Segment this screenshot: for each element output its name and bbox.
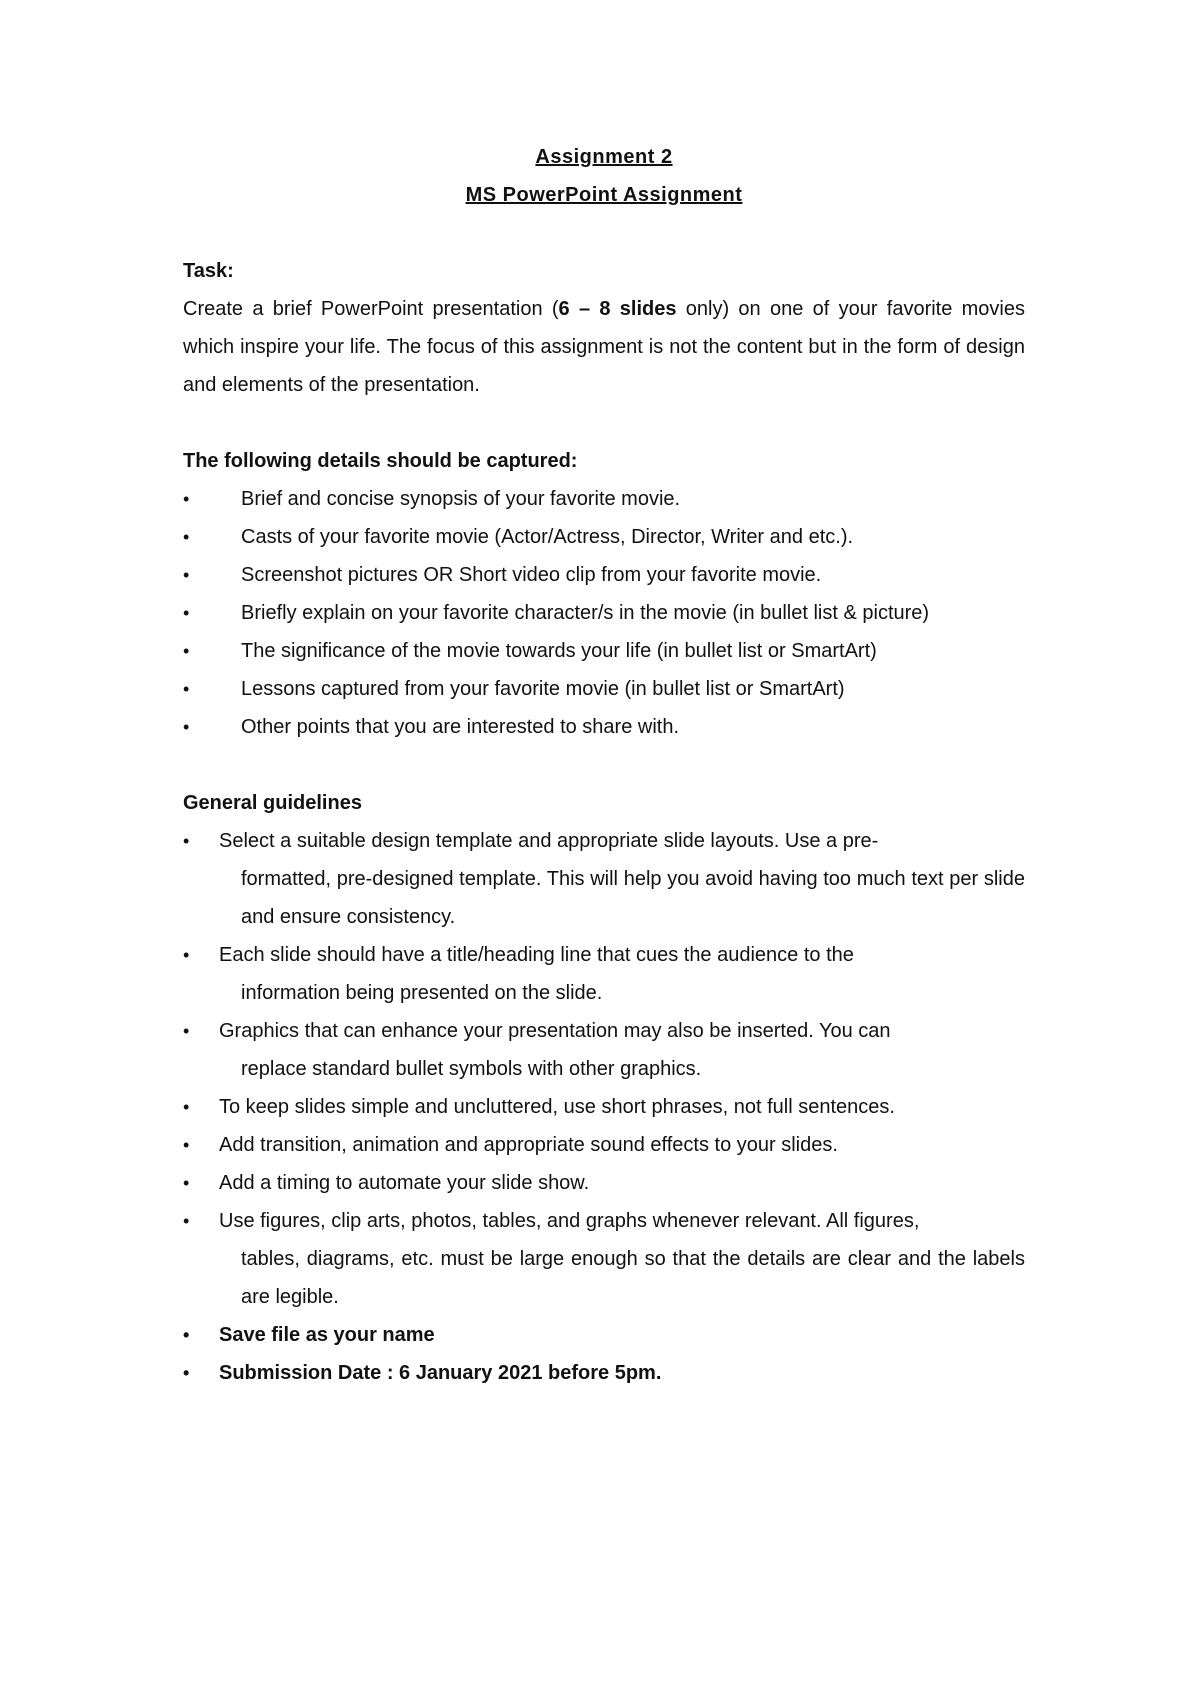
bullet-icon: • <box>183 641 190 661</box>
save-file-instruction: Save file as your name <box>219 1324 435 1346</box>
guideline-first-line: Each slide should have a title/heading line that cues the audience to the <box>219 944 854 966</box>
list-item <box>183 822 1025 936</box>
list-item <box>183 1164 1025 1202</box>
bullet-icon: • <box>183 1325 190 1345</box>
bullet-icon: • <box>183 489 190 509</box>
bullet-icon: • <box>183 1173 190 1193</box>
bullet-icon: • <box>183 527 190 547</box>
bullet-icon: • <box>183 1363 190 1383</box>
assignment-title: Assignment 2 <box>535 146 673 168</box>
bullet-icon: • <box>183 1211 190 1231</box>
list-item <box>183 1126 1025 1164</box>
guideline-continuation: formatted, pre-designed template. This will help you avoid having too much text per slide and ensure consistency. <box>241 868 1025 928</box>
list-item <box>183 936 1025 1012</box>
bullet-icon: • <box>183 831 190 851</box>
guideline-continuation: replace standard bullet symbols with other graphics. <box>241 1058 702 1080</box>
details-item-text: Casts of your favorite movie (Actor/Actress, Director, Writer and etc.). <box>241 526 854 548</box>
bullet-icon: • <box>183 1135 190 1155</box>
task-paragraph <box>183 290 1025 404</box>
guideline-first-line: Select a suitable design template and appropriate slide layouts. Use a pre- <box>219 830 879 852</box>
guideline-first-line: Add a timing to automate your slide show. <box>219 1172 590 1194</box>
guideline-continuation: information being presented on the slide. <box>241 982 603 1004</box>
assignment-subtitle: MS PowerPoint Assignment <box>465 184 743 206</box>
details-item-text: Lessons captured from your favorite movie (in bullet list or SmartArt) <box>241 678 845 700</box>
details-item-text: Briefly explain on your favorite character/s in the movie (in bullet list & picture) <box>241 602 930 624</box>
bullet-icon: • <box>183 717 190 737</box>
list-item <box>183 594 1025 632</box>
list-item <box>183 556 1025 594</box>
details-item-text: Brief and concise synopsis of your favorite movie. <box>241 488 681 510</box>
guideline-first-line: To keep slides simple and uncluttered, use short phrases, not full sentences. <box>219 1096 895 1118</box>
bullet-icon: • <box>183 603 190 623</box>
bold-guidelines-list <box>183 1316 1025 1392</box>
bullet-icon: • <box>183 565 190 585</box>
list-item <box>183 670 1025 708</box>
bullet-icon: • <box>183 1097 190 1117</box>
list-item <box>183 480 1025 518</box>
details-item-text: Other points that you are interested to share with. <box>241 716 680 738</box>
details-item-text: Screenshot pictures OR Short video clip from your favorite movie. <box>241 564 822 586</box>
guideline-first-line: Add transition, animation and appropriate sound effects to your slides. <box>219 1134 838 1156</box>
task-text-before: Create a brief PowerPoint presentation ( <box>183 298 559 320</box>
task-slide-range: 6 – 8 slides <box>558 298 677 320</box>
bullet-icon: • <box>183 1021 190 1041</box>
guideline-continuation: tables, diagrams, etc. must be large enough so that the details are clear and the labels are legible. <box>241 1248 1025 1308</box>
list-item <box>183 632 1025 670</box>
list-item <box>183 1316 1025 1354</box>
task-heading: Task: <box>183 260 234 282</box>
submission-date: Submission Date : 6 January 2021 before 5pm. <box>219 1362 662 1384</box>
guidelines-heading: General guidelines <box>183 792 362 814</box>
list-item <box>183 708 1025 746</box>
guideline-first-line: Graphics that can enhance your presentation may also be inserted. You can <box>219 1020 891 1042</box>
task-text-after: only) on one of your favorite movies which inspire your life. The focus of this assignment is not the content but in the form of design and elements of the presentation. <box>183 298 1026 396</box>
details-list <box>183 480 1025 746</box>
guideline-first-line: Use figures, clip arts, photos, tables, and graphs whenever relevant. All figures, <box>219 1210 920 1232</box>
bullet-icon: • <box>183 679 190 699</box>
list-item <box>183 1088 1025 1126</box>
list-item <box>183 1012 1025 1088</box>
list-item <box>183 1354 1025 1392</box>
guidelines-list <box>183 822 1025 1316</box>
list-item <box>183 518 1025 556</box>
details-item-text: The significance of the movie towards your life (in bullet list or SmartArt) <box>241 640 877 662</box>
list-item <box>183 1202 1025 1316</box>
details-heading: The following details should be captured: <box>183 450 578 472</box>
bullet-icon: • <box>183 945 190 965</box>
document-page <box>183 138 1025 1392</box>
